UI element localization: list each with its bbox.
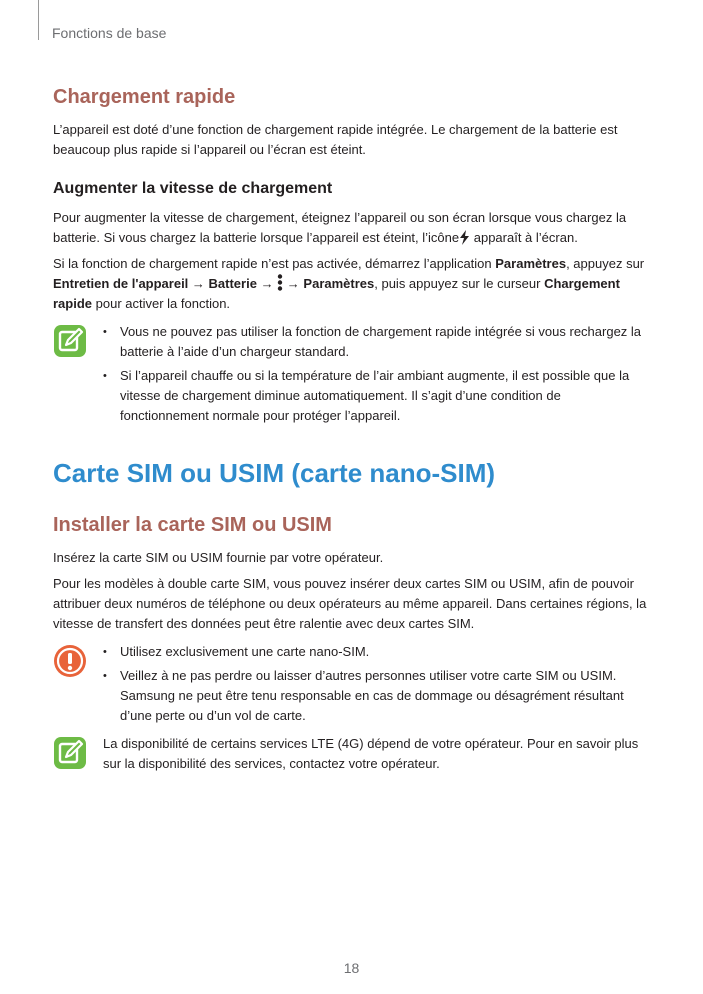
sim-caution-list (103, 642, 651, 726)
note-icon (53, 736, 87, 770)
battery-label: Batterie (208, 276, 257, 291)
settings-app-label: Paramètres (495, 256, 567, 271)
header-section-label: Fonctions de base (52, 25, 167, 41)
list-item: • Vous ne pouvez pas utiliser la fonction de chargement rapide intégrée si vous rechargez la batterie à l’aide d’un chargeur standard. (103, 322, 651, 362)
device-care-label: Entretien de l'appareil (53, 276, 189, 291)
settings-label: Paramètres (303, 276, 375, 291)
charging-speed-subtitle: Augmenter la vitesse de chargement (53, 180, 333, 197)
fast-charging-title: Chargement rapide (53, 86, 236, 108)
list-item: • Utilisez exclusivement une carte nano-SIM. (103, 642, 651, 662)
sim-chapter-title: Carte SIM ou USIM (carte nano-SIM) (53, 458, 496, 488)
fast-charging-intro: L’appareil est doté d’une fonction de chargement rapide intégrée. Le chargement de la batterie est beaucoup plus rapide si l’appareil ou l’écran est éteint. (53, 122, 618, 157)
page-number: 18 (343, 960, 360, 976)
fast-charging-bolt-icon (459, 230, 470, 245)
sim-caution (53, 642, 651, 726)
install-sim-paragraph-2: Pour les modèles à double carte SIM, vous pouvez insérer deux cartes SIM ou USIM, afin de pouvoir attribuer deux numéros de téléphone ou deux opérateurs au même appareil. Dans certaines régions, la vitesse de transfert des données peut être ralentie avec deux cartes SIM. (53, 576, 647, 631)
list-item: • Si l’appareil chauffe ou si la température de l’air ambiant augmente, il est possible que la vitesse de chargement diminue automatiquement. Il s’agit d’une condition de fonctionnement normale pour protéger l’appareil. (103, 366, 651, 426)
sim-note (53, 734, 651, 774)
install-sim-title: Installer la carte SIM ou USIM (53, 514, 332, 536)
fast-charging-note-list (103, 322, 651, 426)
charging-speed-paragraph-2: Si la fonction de chargement rapide n’est pas activée, démarrez l’application Paramètres, appuyez sur Entretien de l'appareil → Batterie → → Paramètres, puis appuyez sur le curseur Chargement rapide pour activer la fonction. (53, 256, 645, 311)
install-sim-paragraph-1: Insérez la carte SIM ou USIM fournie par votre opérateur. (53, 550, 384, 565)
caution-icon (53, 644, 87, 678)
list-item: • Veillez à ne pas perdre ou laisser d’autres personnes utiliser votre carte SIM ou USIM. Samsung ne peut être tenu responsable en cas de dommage ou désagrément résultant d’une perte ou d’un vol de carte. (103, 666, 651, 726)
header-rule (38, 0, 39, 40)
page-content (53, 84, 651, 774)
sim-note-text: La disponibilité de certains services LTE (4G) dépend de votre opérateur. Pour en savoir plus sur la disponibilité des services, contactez votre opérateur. (103, 736, 639, 771)
charging-speed-paragraph-1: Pour augmenter la vitesse de chargement, éteignez l’appareil ou son écran lorsque vous chargez la batterie. Si vous chargez la batterie lorsque l’appareil est éteint, l’icône apparaît à l’écran. (53, 210, 627, 245)
fast-charging-note (53, 322, 651, 426)
note-icon (53, 324, 87, 358)
fast-charging-switch-label: Chargement rapide (53, 276, 620, 311)
